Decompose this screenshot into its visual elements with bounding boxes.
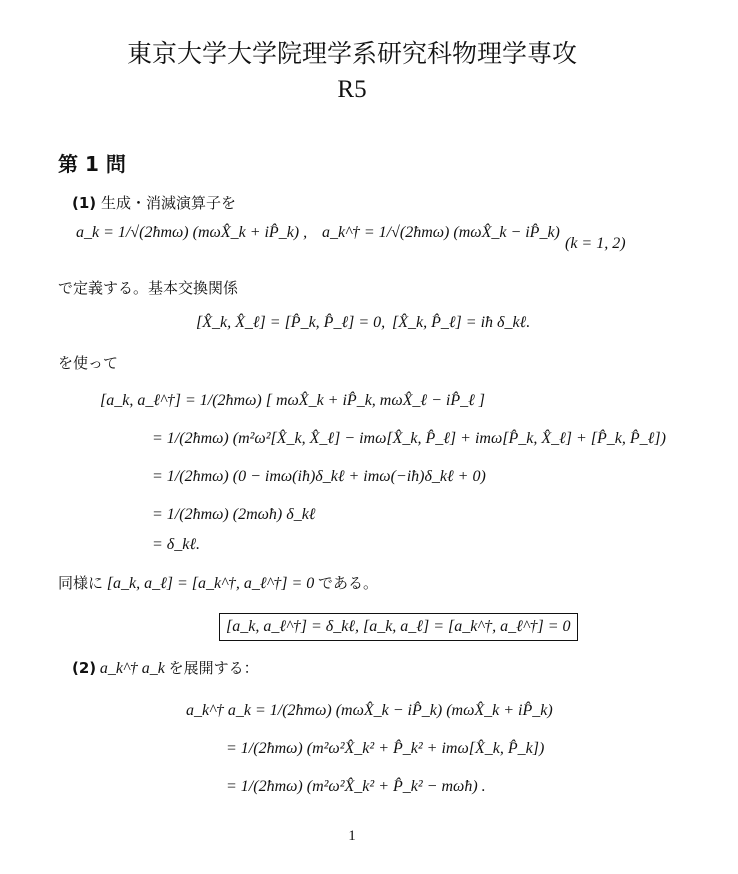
part1-intro-text: 生成・消滅演算子を [100,194,236,212]
similarly-suffix: である。 [318,574,379,592]
part1-intro [72,192,236,213]
part1-label: (1) [72,194,97,212]
page-number: 1 [348,828,356,844]
text-defined: で定義する。基本交換関係 [58,279,239,297]
def-akdag-text: a_k^† = 1/√(2ħmω) (mωX̂_k − iP̂_k) [322,224,560,241]
derivation1-line: = δ_kℓ. [152,536,200,553]
document-subtitle: R5 [337,76,367,103]
derivation1-line: = 1/(2ħmω) (m²ω²[X̂_k, X̂_ℓ] − imω[X̂_k, P̂_ℓ] + imω[P̂_k, X̂_ℓ] + [P̂_k, P̂_ℓ]) [152,430,666,447]
def-ak-equation [76,224,307,242]
derivation2-line: = 1/(2ħmω) (m²ω²X̂_k² + P̂_k² + imω[X̂_k, P̂_k]) [226,740,545,757]
k-range: (k = 1, 2) [565,235,626,252]
derivation2-line: a_k^† a_k = 1/(2ħmω) (mωX̂_k − iP̂_k) (mωX̂_k + iP̂_k) [186,702,553,719]
similarly-math: [a_k, a_ℓ] = [a_k^†, a_ℓ^†] = 0 [106,575,315,592]
part2-intro-math: a_k^† a_k [99,660,165,677]
def-ak-text: a_k = 1/√(2ħmω) (mωX̂_k + iP̂_k) , [76,224,308,241]
derivation2-line: = 1/(2ħmω) (m²ω²X̂_k² + P̂_k² − mωħ) . [226,778,486,795]
part2-intro [72,657,259,678]
document-title: 東京大学大学院理学系研究科物理学専攻 [126,39,577,68]
part2-intro-text: を展開する： [168,659,259,677]
derivation1-line: [a_k, a_ℓ^†] = 1/(2ħmω) [ mωX̂_k + iP̂_k, mωX̂_ℓ − iP̂_ℓ ] [100,392,485,409]
derivation1-line: = 1/(2ħmω) (2mωħ) δ_kℓ [152,506,316,523]
boxed-result: [a_k, a_ℓ^†] = δ_kℓ, [a_k, a_ℓ] = [a_k^†, a_ℓ^†] = 0 [219,613,578,641]
problem-heading: 第 1 問 [58,152,126,176]
comm-rel-1: [X̂_k, X̂_ℓ] = [P̂_k, P̂_ℓ] = 0, [196,314,386,331]
derivation1-line: = 1/(2ħmω) (0 − imω(iħ)δ_kℓ + imω(−iħ)δ_kℓ + 0) [152,468,486,485]
part2-label: (2) [72,659,97,677]
comm-rel-2: [X̂_k, P̂_ℓ] = iħ δ_kℓ. [392,314,531,331]
text-using: を使って [58,354,119,372]
similarly-sentence [58,572,378,593]
def-akdag-equation [322,224,560,242]
similarly-prefix: 同様に [58,574,104,592]
